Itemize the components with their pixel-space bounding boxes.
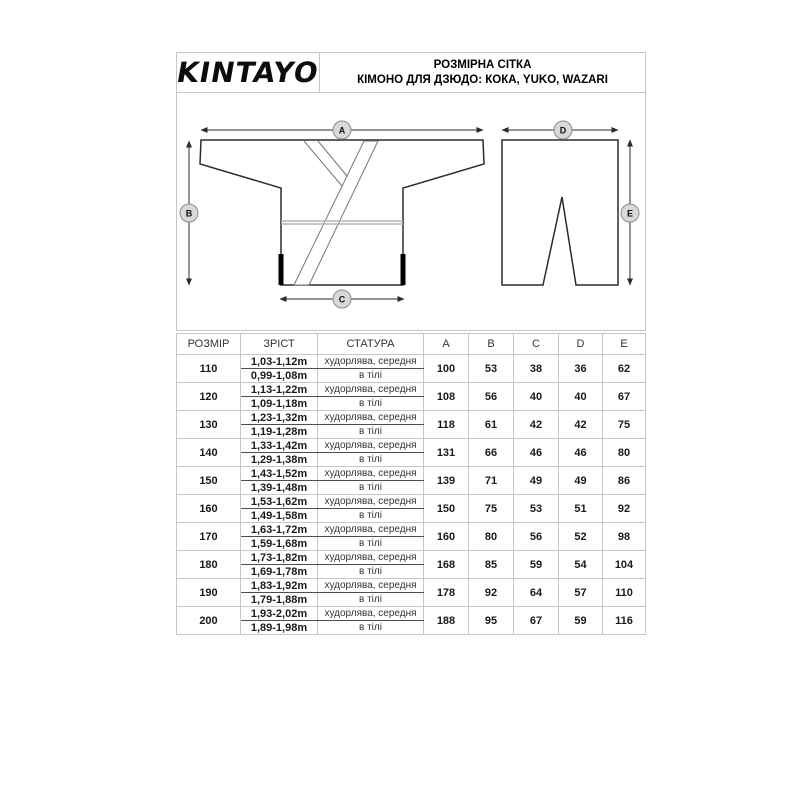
table-row [177, 523, 646, 537]
dim-b-value: 61 [469, 411, 514, 439]
dim-b-value: 71 [469, 467, 514, 495]
dim-a-value: 168 [424, 551, 469, 579]
table-row [177, 355, 646, 369]
stature-line-2: в тілі [318, 565, 424, 579]
dim-d-value: 40 [559, 383, 603, 411]
dim-c-value: 49 [514, 467, 559, 495]
dim-b-value: 95 [469, 607, 514, 635]
height-range-2: 1,69-1,78m [241, 565, 318, 579]
height-range-1: 1,13-1,22m [241, 383, 318, 397]
dim-c-label: C [338, 294, 346, 305]
pants-outline [502, 140, 618, 285]
stature-line-2: в тілі [318, 593, 424, 607]
dim-b-label: B [185, 208, 193, 219]
stature-line-1: худорлява, середня [318, 607, 424, 621]
col-header-a: A [424, 334, 469, 355]
size-value: 200 [177, 607, 241, 635]
dim-a-value: 160 [424, 523, 469, 551]
dim-c-value: 67 [514, 607, 559, 635]
stature-line-2: в тілі [318, 425, 424, 439]
dim-a-value: 108 [424, 383, 469, 411]
height-range-1: 1,53-1,62m [241, 495, 318, 509]
dim-a-value: 118 [424, 411, 469, 439]
dim-e-value: 67 [603, 383, 646, 411]
stature-line-1: худорлява, середня [318, 467, 424, 481]
stature-line-1: худорлява, середня [318, 495, 424, 509]
dim-c-value: 46 [514, 439, 559, 467]
dim-a-value: 131 [424, 439, 469, 467]
dim-a-value: 100 [424, 355, 469, 383]
table-row [177, 579, 646, 593]
dim-a-value: 150 [424, 495, 469, 523]
dim-c-value: 53 [514, 495, 559, 523]
dim-c-value: 40 [514, 383, 559, 411]
col-header-c: C [514, 334, 559, 355]
table-row [177, 467, 646, 481]
height-range-2: 1,49-1,58m [241, 509, 318, 523]
dim-b-value: 92 [469, 579, 514, 607]
size-value: 130 [177, 411, 241, 439]
stature-line-2: в тілі [318, 509, 424, 523]
height-range-2: 1,59-1,68m [241, 537, 318, 551]
table-row [177, 607, 646, 621]
size-value: 190 [177, 579, 241, 607]
height-range-2: 1,39-1,48m [241, 481, 318, 495]
dim-b-value: 85 [469, 551, 514, 579]
header-and-diagram-frame [176, 52, 646, 331]
height-range-2: 0,99-1,08m [241, 369, 318, 383]
dim-e-value: 62 [603, 355, 646, 383]
dim-c-value: 59 [514, 551, 559, 579]
table-header-row [177, 334, 646, 355]
dim-d-value: 54 [559, 551, 603, 579]
table-row [177, 439, 646, 453]
dim-a-label: A [338, 125, 346, 136]
dim-e-value: 75 [603, 411, 646, 439]
stature-line-1: худорлява, середня [318, 439, 424, 453]
size-value: 140 [177, 439, 241, 467]
height-range-2: 1,09-1,18m [241, 397, 318, 411]
dim-c-value: 38 [514, 355, 559, 383]
dim-c-value: 56 [514, 523, 559, 551]
stature-line-1: худорлява, середня [318, 523, 424, 537]
dim-e-value: 104 [603, 551, 646, 579]
size-value: 170 [177, 523, 241, 551]
title-cell [320, 53, 645, 92]
height-range-1: 1,23-1,32m [241, 411, 318, 425]
dim-d-value: 57 [559, 579, 603, 607]
stature-line-1: худорлява, середня [318, 551, 424, 565]
col-header-height: ЗРІСТ [241, 334, 318, 355]
dim-b-value: 75 [469, 495, 514, 523]
dim-e-value: 80 [603, 439, 646, 467]
size-value: 180 [177, 551, 241, 579]
col-header-e: E [603, 334, 646, 355]
dim-d-label: D [559, 125, 567, 136]
stature-line-1: худорлява, середня [318, 411, 424, 425]
dim-c-value: 64 [514, 579, 559, 607]
page-subtitle: КІМОНО ДЛЯ ДЗЮДО: КОКА, YUKO, WAZARI [357, 73, 608, 86]
brand-logo: KINTAYO [174, 56, 322, 89]
dim-d-value: 52 [559, 523, 603, 551]
col-header-d: D [559, 334, 603, 355]
height-range-2: 1,89-1,98m [241, 621, 318, 635]
stature-line-2: в тілі [318, 537, 424, 551]
size-table [176, 333, 646, 635]
height-range-1: 1,63-1,72m [241, 523, 318, 537]
height-range-1: 1,83-1,92m [241, 579, 318, 593]
dim-e-value: 110 [603, 579, 646, 607]
kimono-diagram-svg [177, 93, 645, 330]
dim-b-value: 66 [469, 439, 514, 467]
dim-b-value: 56 [469, 383, 514, 411]
dim-d-value: 49 [559, 467, 603, 495]
dim-e-value: 86 [603, 467, 646, 495]
stature-line-2: в тілі [318, 453, 424, 467]
dim-b-value: 80 [469, 523, 514, 551]
table-row [177, 551, 646, 565]
height-range-1: 1,43-1,52m [241, 467, 318, 481]
dim-e-value: 116 [603, 607, 646, 635]
height-range-2: 1,29-1,38m [241, 453, 318, 467]
dim-e-value: 98 [603, 523, 646, 551]
table-row [177, 383, 646, 397]
stature-line-2: в тілі [318, 621, 424, 635]
dim-b-value: 53 [469, 355, 514, 383]
dim-d-value: 51 [559, 495, 603, 523]
height-range-1: 1,03-1,12m [241, 355, 318, 369]
stature-line-1: худорлява, середня [318, 383, 424, 397]
table-row [177, 411, 646, 425]
dim-a-value: 178 [424, 579, 469, 607]
dim-c-value: 42 [514, 411, 559, 439]
height-range-2: 1,79-1,88m [241, 593, 318, 607]
dim-d-value: 59 [559, 607, 603, 635]
logo-cell [174, 53, 322, 92]
size-diagram [177, 93, 645, 330]
size-value: 110 [177, 355, 241, 383]
dim-d-value: 36 [559, 355, 603, 383]
dim-e-label: E [626, 208, 634, 219]
stature-line-2: в тілі [318, 369, 424, 383]
page-title: РОЗМІРНА СІТКА [433, 58, 532, 71]
dim-a-value: 139 [424, 467, 469, 495]
stature-line-1: худорлява, середня [318, 579, 424, 593]
header-row [174, 53, 645, 93]
col-header-b: B [469, 334, 514, 355]
stature-line-2: в тілі [318, 481, 424, 495]
dim-d-value: 46 [559, 439, 603, 467]
size-value: 120 [177, 383, 241, 411]
height-range-1: 1,33-1,42m [241, 439, 318, 453]
table-row [177, 495, 646, 509]
size-value: 150 [177, 467, 241, 495]
size-value: 160 [177, 495, 241, 523]
height-range-1: 1,73-1,82m [241, 551, 318, 565]
dim-d-value: 42 [559, 411, 603, 439]
dim-e-value: 92 [603, 495, 646, 523]
col-header-stature: СТАТУРА [318, 334, 424, 355]
stature-line-1: худорлява, середня [318, 355, 424, 369]
col-header-size: РОЗМІР [177, 334, 241, 355]
stature-line-2: в тілі [318, 397, 424, 411]
height-range-1: 1,93-2,02m [241, 607, 318, 621]
dim-a-value: 188 [424, 607, 469, 635]
height-range-2: 1,19-1,28m [241, 425, 318, 439]
